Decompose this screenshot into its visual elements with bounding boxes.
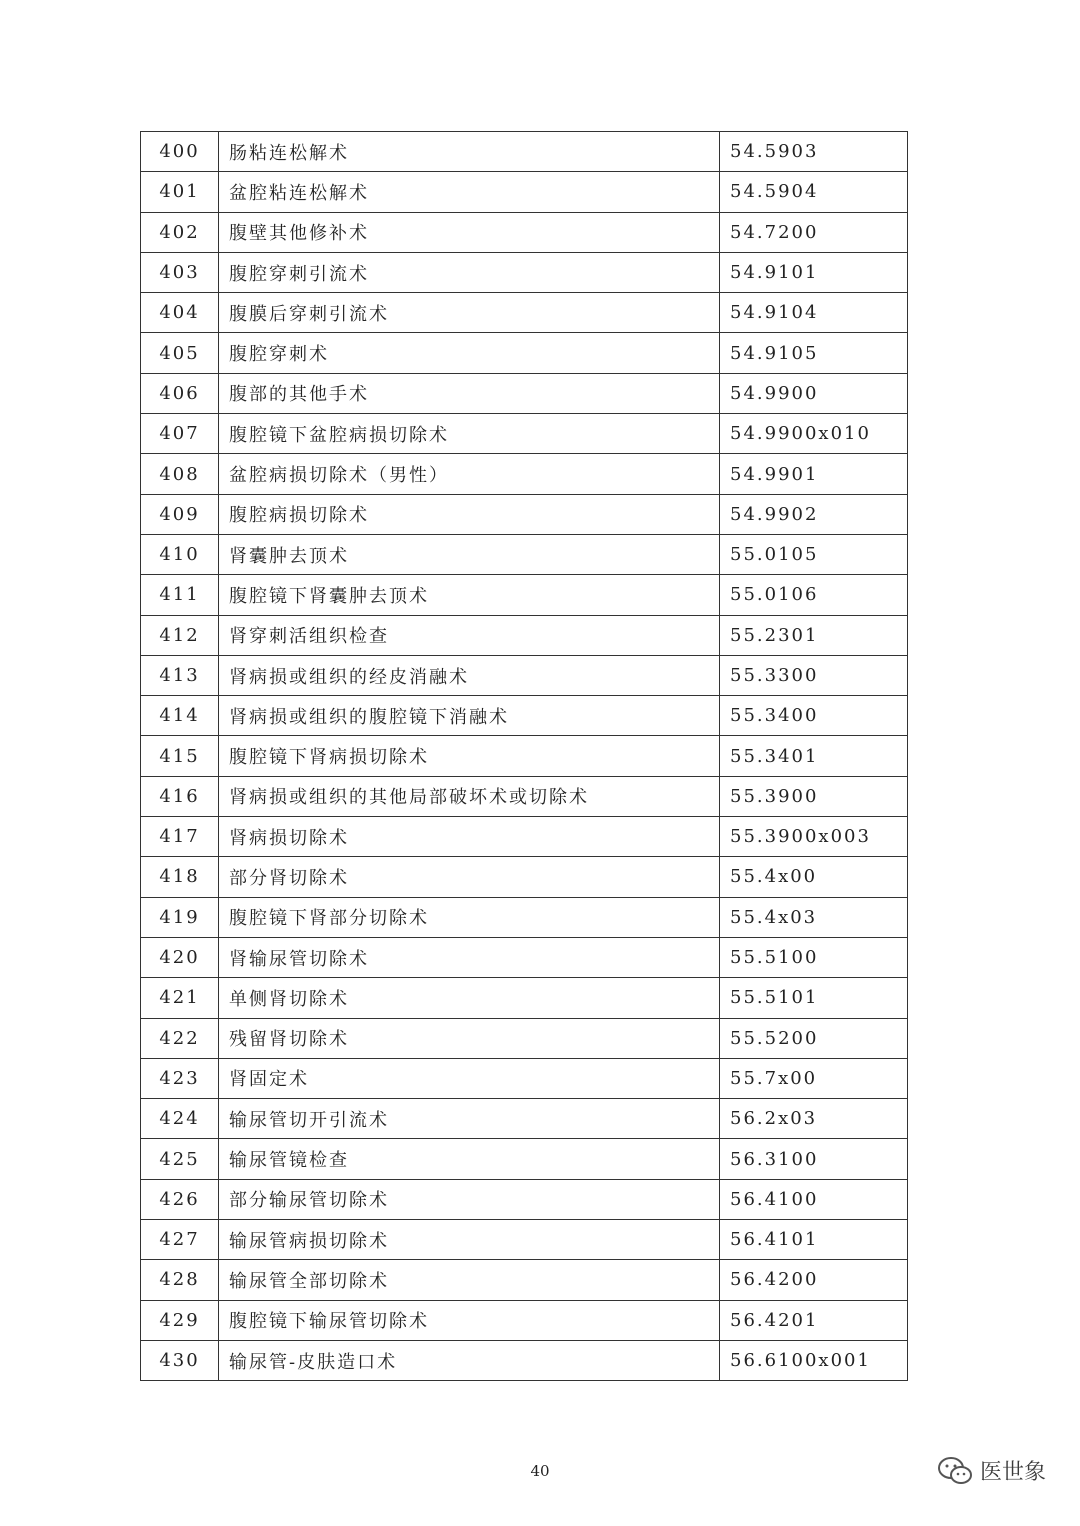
procedure-name: 腹腔镜下肾囊肿去顶术 <box>219 575 720 615</box>
procedure-code: 56.4101 <box>720 1220 908 1260</box>
procedure-name: 肾穿刺活组织检查 <box>219 615 720 655</box>
table-row <box>141 1099 908 1139</box>
procedure-name: 腹壁其他修补术 <box>219 212 720 252</box>
row-number: 405 <box>141 333 219 373</box>
watermark <box>936 1455 1046 1486</box>
table-row <box>141 212 908 252</box>
row-number: 422 <box>141 1018 219 1058</box>
row-number: 430 <box>141 1340 219 1380</box>
table-row <box>141 776 908 816</box>
procedure-name: 输尿管全部切除术 <box>219 1260 720 1300</box>
row-number: 414 <box>141 696 219 736</box>
procedure-code: 55.3400 <box>720 696 908 736</box>
row-number: 421 <box>141 978 219 1018</box>
procedure-code: 55.3401 <box>720 736 908 776</box>
procedure-code: 54.9900 <box>720 373 908 413</box>
procedure-name: 肾病损或组织的经皮消融术 <box>219 655 720 695</box>
procedure-code: 55.3300 <box>720 655 908 695</box>
row-number: 413 <box>141 655 219 695</box>
row-number: 411 <box>141 575 219 615</box>
table-row <box>141 1340 908 1380</box>
procedure-name: 输尿管镜检查 <box>219 1139 720 1179</box>
procedure-name: 部分肾切除术 <box>219 857 720 897</box>
procedure-name: 盆腔粘连松解术 <box>219 172 720 212</box>
procedure-code: 55.4x03 <box>720 897 908 937</box>
table-row <box>141 172 908 212</box>
table-row <box>141 817 908 857</box>
table-row <box>141 655 908 695</box>
row-number: 418 <box>141 857 219 897</box>
procedure-name: 腹膜后穿刺引流术 <box>219 293 720 333</box>
procedure-name: 腹腔穿刺术 <box>219 333 720 373</box>
procedure-name: 输尿管切开引流术 <box>219 1099 720 1139</box>
procedure-code: 54.9101 <box>720 252 908 292</box>
table-row <box>141 937 908 977</box>
procedure-code: 56.3100 <box>720 1139 908 1179</box>
procedure-name: 肾病损或组织的其他局部破坏术或切除术 <box>219 776 720 816</box>
row-number: 400 <box>141 132 219 172</box>
procedure-code: 56.4100 <box>720 1179 908 1219</box>
table-row <box>141 414 908 454</box>
table-row <box>141 1300 908 1340</box>
table-row <box>141 454 908 494</box>
table-row <box>141 1018 908 1058</box>
procedure-code: 54.9901 <box>720 454 908 494</box>
table-row <box>141 857 908 897</box>
row-number: 415 <box>141 736 219 776</box>
row-number: 410 <box>141 534 219 574</box>
table-row <box>141 1139 908 1179</box>
procedure-code: 56.4200 <box>720 1260 908 1300</box>
procedure-code: 55.7x00 <box>720 1058 908 1098</box>
procedure-name: 腹腔病损切除术 <box>219 494 720 534</box>
row-number: 429 <box>141 1300 219 1340</box>
row-number: 412 <box>141 615 219 655</box>
row-number: 401 <box>141 172 219 212</box>
table-row <box>141 534 908 574</box>
row-number: 420 <box>141 937 219 977</box>
row-number: 407 <box>141 414 219 454</box>
row-number: 423 <box>141 1058 219 1098</box>
row-number: 428 <box>141 1260 219 1300</box>
procedure-name: 肾囊肿去顶术 <box>219 534 720 574</box>
row-number: 424 <box>141 1099 219 1139</box>
procedure-name: 腹腔镜下盆腔病损切除术 <box>219 414 720 454</box>
procedure-code: 56.2x03 <box>720 1099 908 1139</box>
table-row <box>141 333 908 373</box>
table-row <box>141 1179 908 1219</box>
procedure-code: 54.9900x010 <box>720 414 908 454</box>
procedure-code: 55.3900 <box>720 776 908 816</box>
row-number: 404 <box>141 293 219 333</box>
procedure-name: 残留肾切除术 <box>219 1018 720 1058</box>
row-number: 406 <box>141 373 219 413</box>
procedure-code: 55.5200 <box>720 1018 908 1058</box>
procedure-name: 腹腔镜下肾病损切除术 <box>219 736 720 776</box>
procedure-name: 肾病损切除术 <box>219 817 720 857</box>
procedure-name: 腹腔镜下肾部分切除术 <box>219 897 720 937</box>
table-row <box>141 252 908 292</box>
procedure-code: 55.0106 <box>720 575 908 615</box>
row-number: 419 <box>141 897 219 937</box>
procedure-name: 部分输尿管切除术 <box>219 1179 720 1219</box>
procedure-name: 肾固定术 <box>219 1058 720 1098</box>
page-number: 40 <box>530 1462 550 1480</box>
row-number: 416 <box>141 776 219 816</box>
table-row <box>141 494 908 534</box>
table-row <box>141 615 908 655</box>
procedure-code: 54.9104 <box>720 293 908 333</box>
procedure-name: 腹腔镜下输尿管切除术 <box>219 1300 720 1340</box>
procedure-code: 54.9105 <box>720 333 908 373</box>
procedure-name: 肾病损或组织的腹腔镜下消融术 <box>219 696 720 736</box>
table-row <box>141 1260 908 1300</box>
procedure-code: 56.6100x001 <box>720 1340 908 1380</box>
procedure-code: 55.4x00 <box>720 857 908 897</box>
table-row <box>141 575 908 615</box>
table-row <box>141 978 908 1018</box>
procedure-code: 54.5903 <box>720 132 908 172</box>
watermark-text: 医世象 <box>979 1460 1046 1485</box>
table-row <box>141 293 908 333</box>
wechat-icon <box>936 1456 974 1486</box>
procedure-name: 腹腔穿刺引流术 <box>219 252 720 292</box>
table-row <box>141 1058 908 1098</box>
procedure-code: 55.0105 <box>720 534 908 574</box>
procedure-name: 肾输尿管切除术 <box>219 937 720 977</box>
procedure-name: 单侧肾切除术 <box>219 978 720 1018</box>
procedure-name: 输尿管病损切除术 <box>219 1220 720 1260</box>
row-number: 402 <box>141 212 219 252</box>
procedure-code: 55.5101 <box>720 978 908 1018</box>
table-body <box>141 132 908 1381</box>
table-row <box>141 897 908 937</box>
row-number: 425 <box>141 1139 219 1179</box>
row-number: 409 <box>141 494 219 534</box>
procedure-code: 55.5100 <box>720 937 908 977</box>
procedure-code: 55.2301 <box>720 615 908 655</box>
table-row <box>141 132 908 172</box>
procedure-table <box>140 131 908 1381</box>
row-number: 408 <box>141 454 219 494</box>
procedure-code: 56.4201 <box>720 1300 908 1340</box>
table-row <box>141 696 908 736</box>
table-row <box>141 373 908 413</box>
procedure-code: 55.3900x003 <box>720 817 908 857</box>
procedure-code: 54.7200 <box>720 212 908 252</box>
row-number: 427 <box>141 1220 219 1260</box>
procedure-name: 输尿管-皮肤造口术 <box>219 1340 720 1380</box>
procedure-name: 肠粘连松解术 <box>219 132 720 172</box>
table-row <box>141 1220 908 1260</box>
procedure-code: 54.5904 <box>720 172 908 212</box>
procedure-name: 腹部的其他手术 <box>219 373 720 413</box>
procedure-code: 54.9902 <box>720 494 908 534</box>
row-number: 417 <box>141 817 219 857</box>
table-row <box>141 736 908 776</box>
row-number: 403 <box>141 252 219 292</box>
row-number: 426 <box>141 1179 219 1219</box>
procedure-name: 盆腔病损切除术（男性） <box>219 454 720 494</box>
